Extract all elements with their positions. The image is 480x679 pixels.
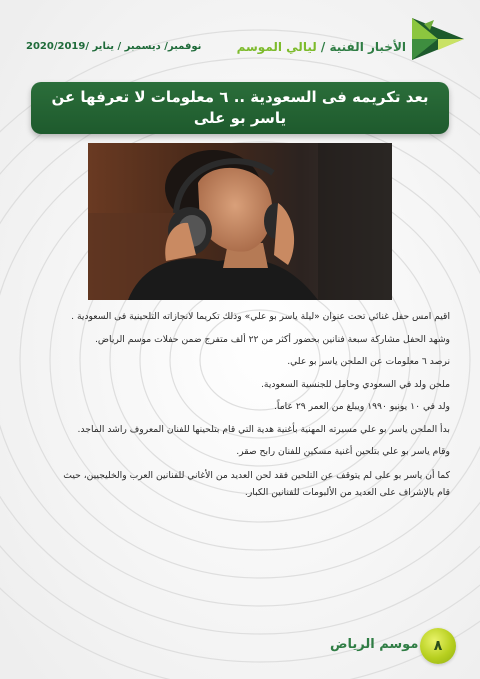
footer-brand: موسم الرياض xyxy=(330,637,419,652)
article-paragraph: وشهد الحفل مشاركة سبعة فنانين بحضور أكثر من ٢٢ ألف متفرج ضمن حفلات موسم الرياض. xyxy=(95,333,450,345)
article-paragraph: ملحن ولد في السعودي وحامل للجنسية السعودية. xyxy=(261,378,450,390)
article-paragraph: اقيم امس حفل غنائي تحت عنوان «ليلة ياسر بو علي» وذلك تكريما لانجازاته التلحينية فى السعودية . xyxy=(71,311,450,322)
section-title-main: الأخبار الفنية / xyxy=(316,40,406,54)
article-paragraph: نرصد ٦ معلومات عن الملحن ياسر بو علي. xyxy=(287,356,450,367)
article-paragraph: بدأ الملحن ياسر بو علي مسيرته المهنية بأغنية هدية التي قام بتلحينها للفنان المعروف راشد الماجد. xyxy=(77,423,450,435)
article-paragraph: ولد في ١٠ يونيو ١٩٩٠ ويبلغ من العمر ٢٩ عاماً. xyxy=(274,401,450,412)
page-number: ٨ xyxy=(433,638,443,654)
magazine-logo-icon xyxy=(408,16,468,62)
article-body xyxy=(22,306,450,502)
article-title: بعد تكريمه فى السعودية .. ٦ معلومات لا تعرفها عن ياسر بو على xyxy=(51,88,429,127)
article-paragraph: كما أن ياسر بو على لم يتوقف عن التلحين فقد لحن العديد من الأغاني للفنانين العرب والخليجيين، حيث xyxy=(63,469,450,481)
article-paragraph: وقام ياسر بو علي بتلحين أغنية مسكين للفنان رابح صقر. xyxy=(236,446,450,457)
article-title-box xyxy=(31,82,449,134)
article-paragraph: قام بالإشراف على العديد من الألبومات للفنانين الكبار. xyxy=(244,486,450,498)
page-number-badge xyxy=(420,628,456,664)
section-title xyxy=(237,40,406,54)
section-title-accent: ليالي الموسم xyxy=(236,40,317,54)
issue-date: نوفمبر/ ديسمبر / يناير /2020/2019 xyxy=(26,41,202,52)
page-header xyxy=(0,16,480,62)
singer-photo xyxy=(88,143,392,300)
